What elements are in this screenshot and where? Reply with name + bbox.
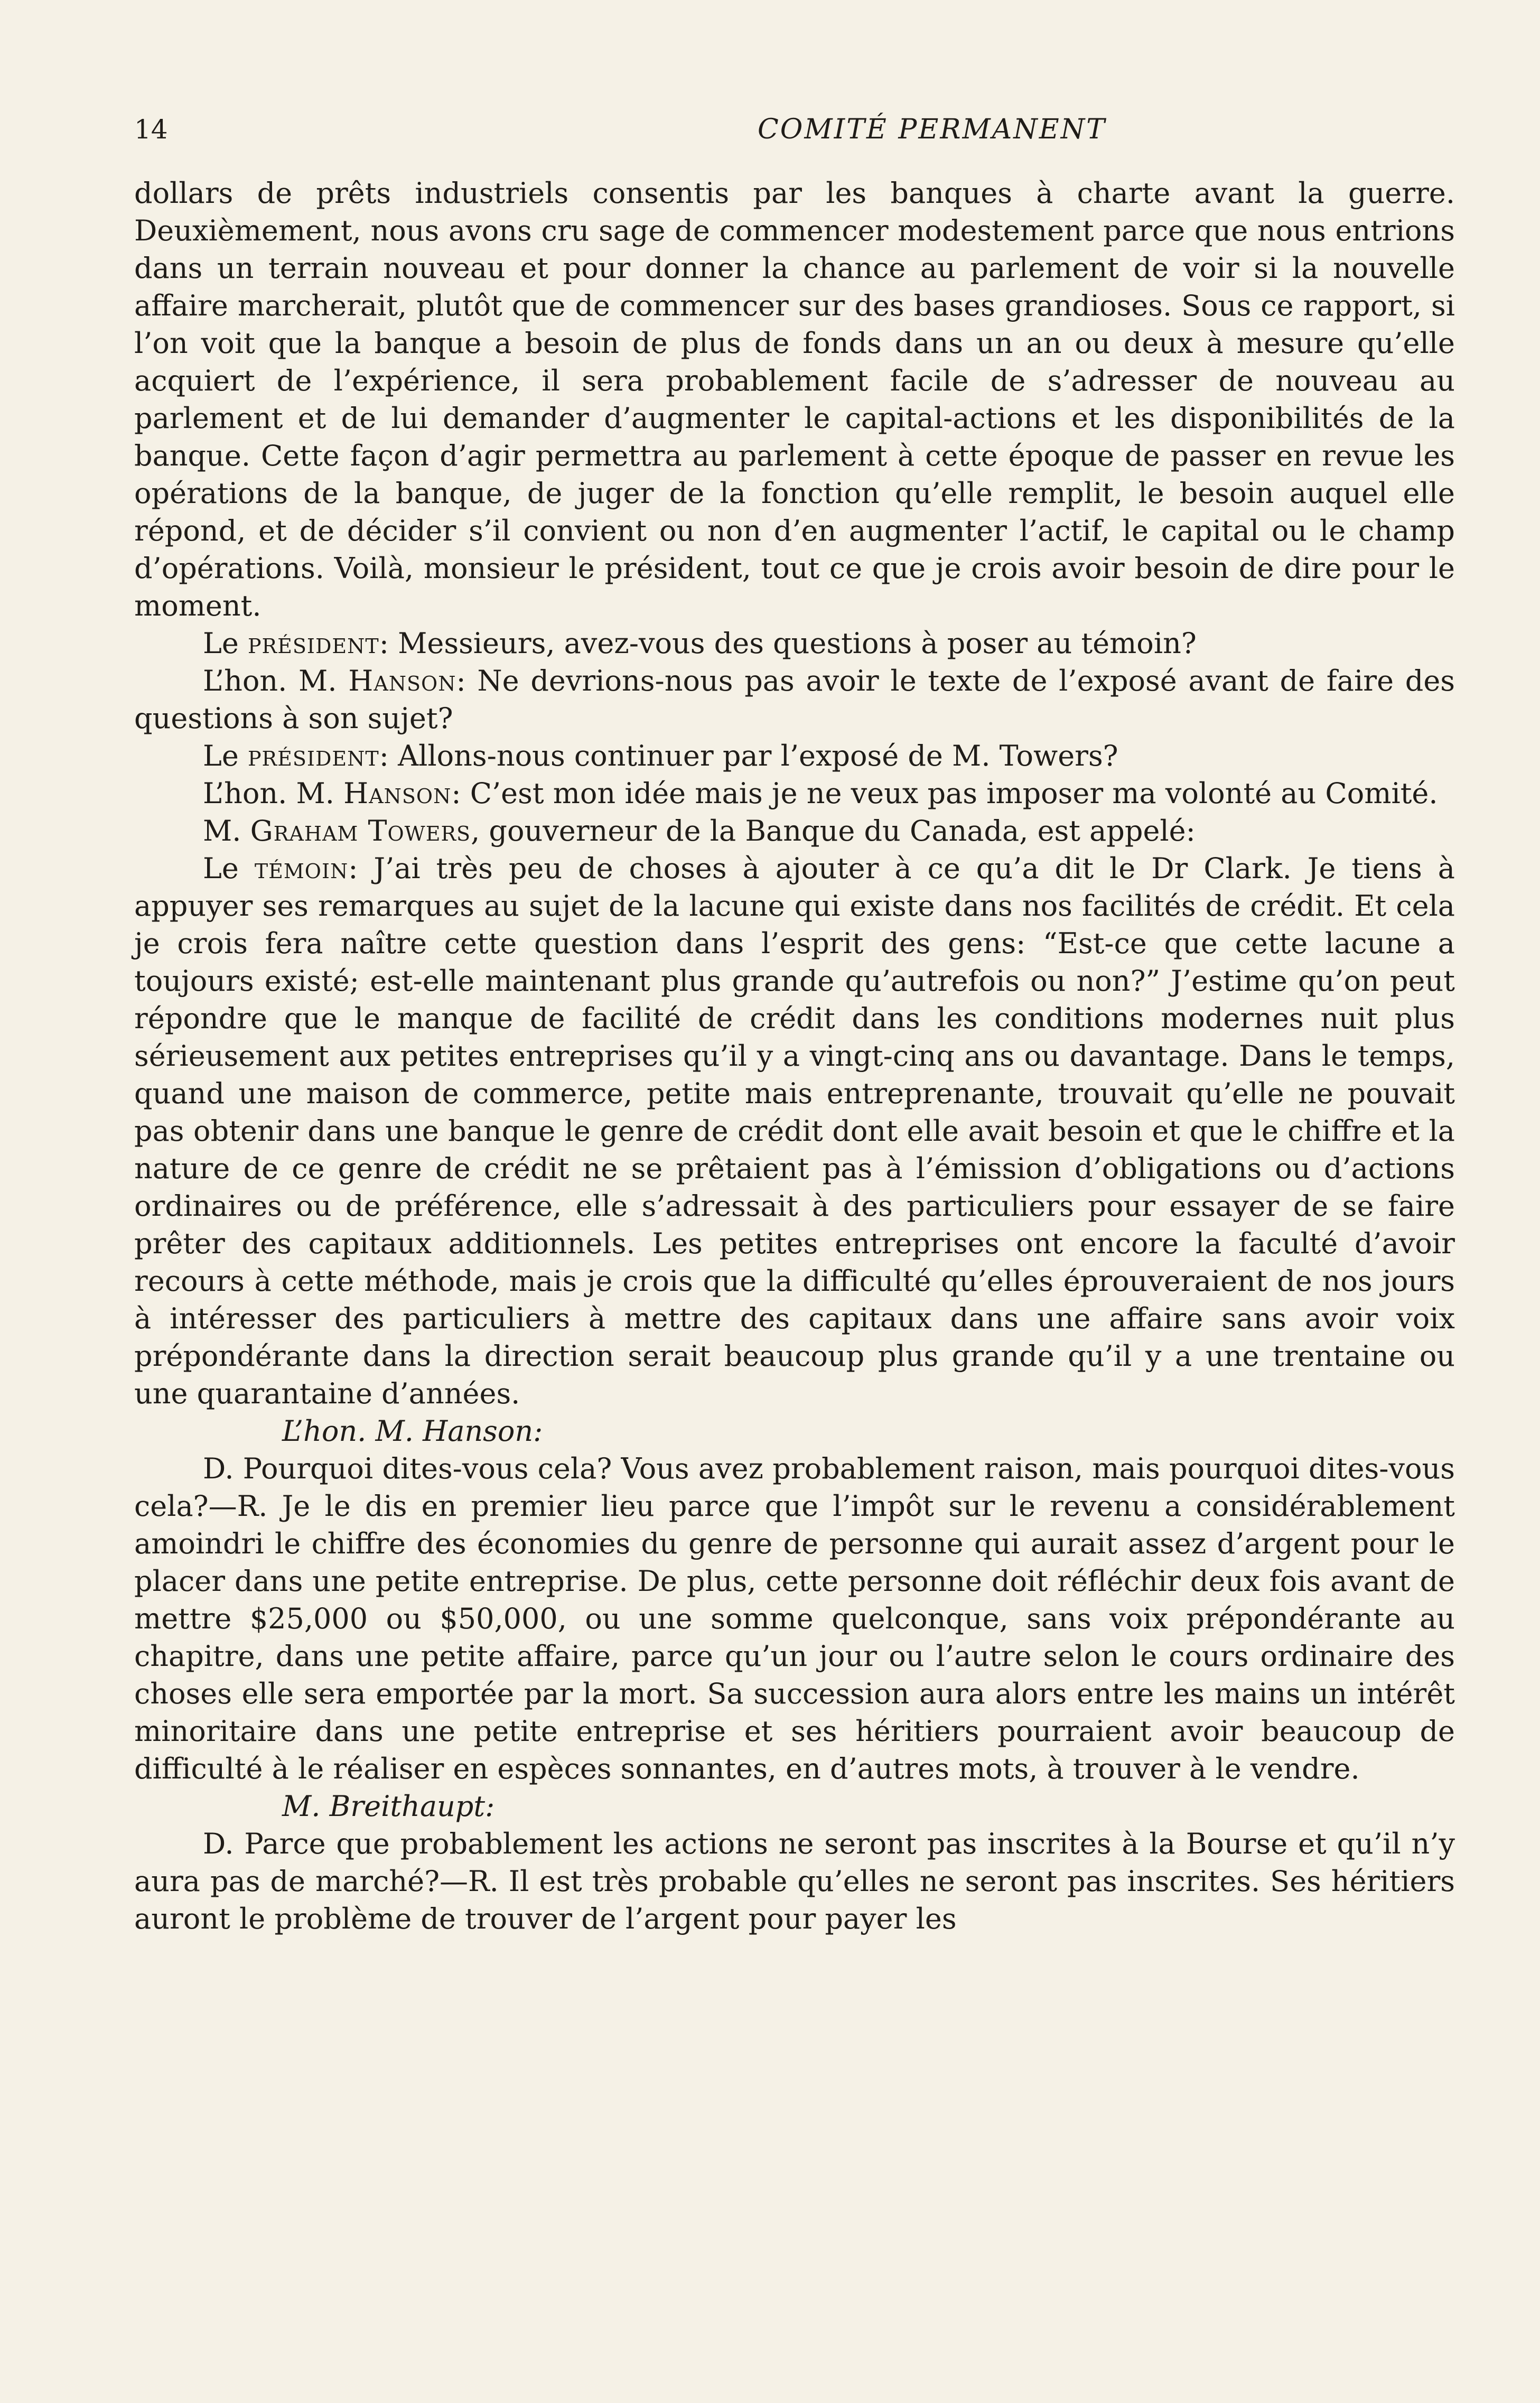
- paragraph-breithaupt-qa: D. Parce que probablement les actions ne seront pas inscrites à la Bourse et qu’il n’y aura pas de marché?—R. Il est très probable qu’elles ne seront pas inscrites. Ses héritiers auront le problème de trouver de l’argent pour payer les: [134, 1827, 1455, 1935]
- speaker-name: président: [247, 627, 379, 660]
- paragraph-hanson-2: [134, 775, 1455, 812]
- speech-text: : Allons-nous continuer par l’exposé de M. Towers?: [379, 739, 1118, 772]
- speaker-name: président: [247, 739, 379, 772]
- section-heading-hanson: L’hon. M. Hanson:: [282, 1414, 543, 1448]
- speaker-name: Hanson: [343, 777, 452, 810]
- speech-text: : Messieurs, avez-vous des questions à poser au témoin?: [379, 627, 1197, 660]
- speaker-name: Hanson: [348, 664, 456, 697]
- paragraph-hanson-qa: D. Pourquoi dites-vous cela? Vous avez probablement raison, mais pourquoi dites-vous cela?—R. Je le dis en premier lieu parce que l’impôt sur le revenu a considérablement amoindri le chiffre des économies du genre de personne qui aurait assez d’argent pour le placer dans une petite entreprise. De plus, cette personne doit réfléchir deux fois avant de mettre $25,000 ou $50,000, ou une somme quelconque, sans voix prépondérante au chapitre, dans une petite affaire, parce qu’un jour ou l’autre selon le cours ordinaire des choses elle sera emportée par la mort. Sa succession aura alors entre les mains un intérêt minoritaire dans une petite entreprise et ses héritiers pourraient avoir beaucoup de difficulté à le réaliser en espèces sonnantes, en d’autres mots, à trouver à le vendre.: [134, 1452, 1455, 1785]
- paragraph-towers-called: [134, 812, 1455, 850]
- body-text: [134, 174, 1455, 1938]
- paragraph-witness-statement: [134, 850, 1455, 1412]
- speaker-prefix: Le: [203, 627, 248, 660]
- paragraph-continuation: dollars de prêts industriels consentis par les banques à charte avant la guerre. Deuxièmement, nous avons cru sage de commencer modestement parce que nous entrions dans un terrain nouveau et pour donner la chance au parlement de voir si la nouvelle affaire marcherait, plutôt que de commencer sur des bases grandioses. Sous ce rapport, si l’on voit que la banque a besoin de plus de fonds dans un an ou deux à mesure qu’elle acquiert de l’expérience, il sera probablement facile de s’adresser de nouveau au parlement et de lui demander d’augmenter le capital-actions et les disponibilités de la banque. Cette façon d’agir permettra au parlement à cette époque de passer en revue les opérations de la banque, de juger de la fonction qu’elle remplit, le besoin auquel elle répond, et de décider s’il convient ou non d’en augmenter l’actif, le capital ou le champ d’opérations. Voilà, monsieur le président, tout ce que je crois avoir besoin de dire pour le moment.: [134, 176, 1455, 622]
- speech-text: : J’ai très peu de choses à ajouter à ce qu’a dit le Dr Clark. Je tiens à appuyer ses remarques au sujet de la lacune qui existe dans nos facilités de crédit. Et cela je crois fera naître cette question dans l’esprit des gens: “Est-ce que cette lacune a toujours existé; est-elle maintenant plus grande qu’autrefois ou non?” J’estime qu’on peut répondre que le manque de facilité de crédit dans les conditions modernes nuit plus sérieusement aux petites entreprises qu’il y a vingt-cinq ans ou davantage. Dans le temps, quand une maison de commerce, petite mais entreprenante, trouvait qu’elle ne pouvait pas obtenir dans une banque le genre de crédit dont elle avait besoin et que le chiffre et la nature de ce genre de crédit ne se prêtaient pas à l’émission d’obligations ou d’actions ordinaires ou de préférence, elle s’adressait à des particuliers pour essayer de se faire prêter des capitaux additionnels. Les petites entreprises ont encore la faculté d’avoir recours à cette méthode, mais je crois que la difficulté qu’elles éprouveraient de nos jours à intéresser des particuliers à mettre des capitaux dans une affaire sans avoir voix prépondérante dans la direction serait beaucoup plus grande qu’il y a une trentaine ou une quarantaine d’années.: [134, 852, 1455, 1410]
- running-title: COMITÉ PERMANENT: [758, 114, 1106, 145]
- page-header: [134, 108, 1455, 151]
- speaker-prefix: L’hon. M.: [203, 664, 349, 697]
- paragraph-president-question: [134, 625, 1455, 662]
- speaker-prefix: M.: [203, 814, 250, 847]
- speaker-prefix: L’hon. M.: [203, 777, 344, 810]
- speech-text: : Ne devrions-nous pas avoir le texte de l’exposé avant de faire des questions à son sujet?: [134, 664, 1455, 735]
- speech-text: : C’est mon idée mais je ne veux pas imposer ma volonté au Comité.: [451, 777, 1438, 810]
- speaker-prefix: Le: [203, 852, 255, 885]
- page-number: 14: [134, 114, 168, 145]
- speaker-name: témoin: [254, 852, 349, 885]
- section-heading-breithaupt: M. Breithaupt:: [282, 1790, 495, 1823]
- speech-text: , gouverneur de la Banque du Canada, est appelé:: [471, 814, 1196, 847]
- paragraph-hanson-1: [134, 662, 1455, 737]
- speaker-prefix: Le: [203, 739, 248, 772]
- speaker-name: Graham Towers: [250, 814, 471, 847]
- paragraph-president-2: [134, 737, 1455, 775]
